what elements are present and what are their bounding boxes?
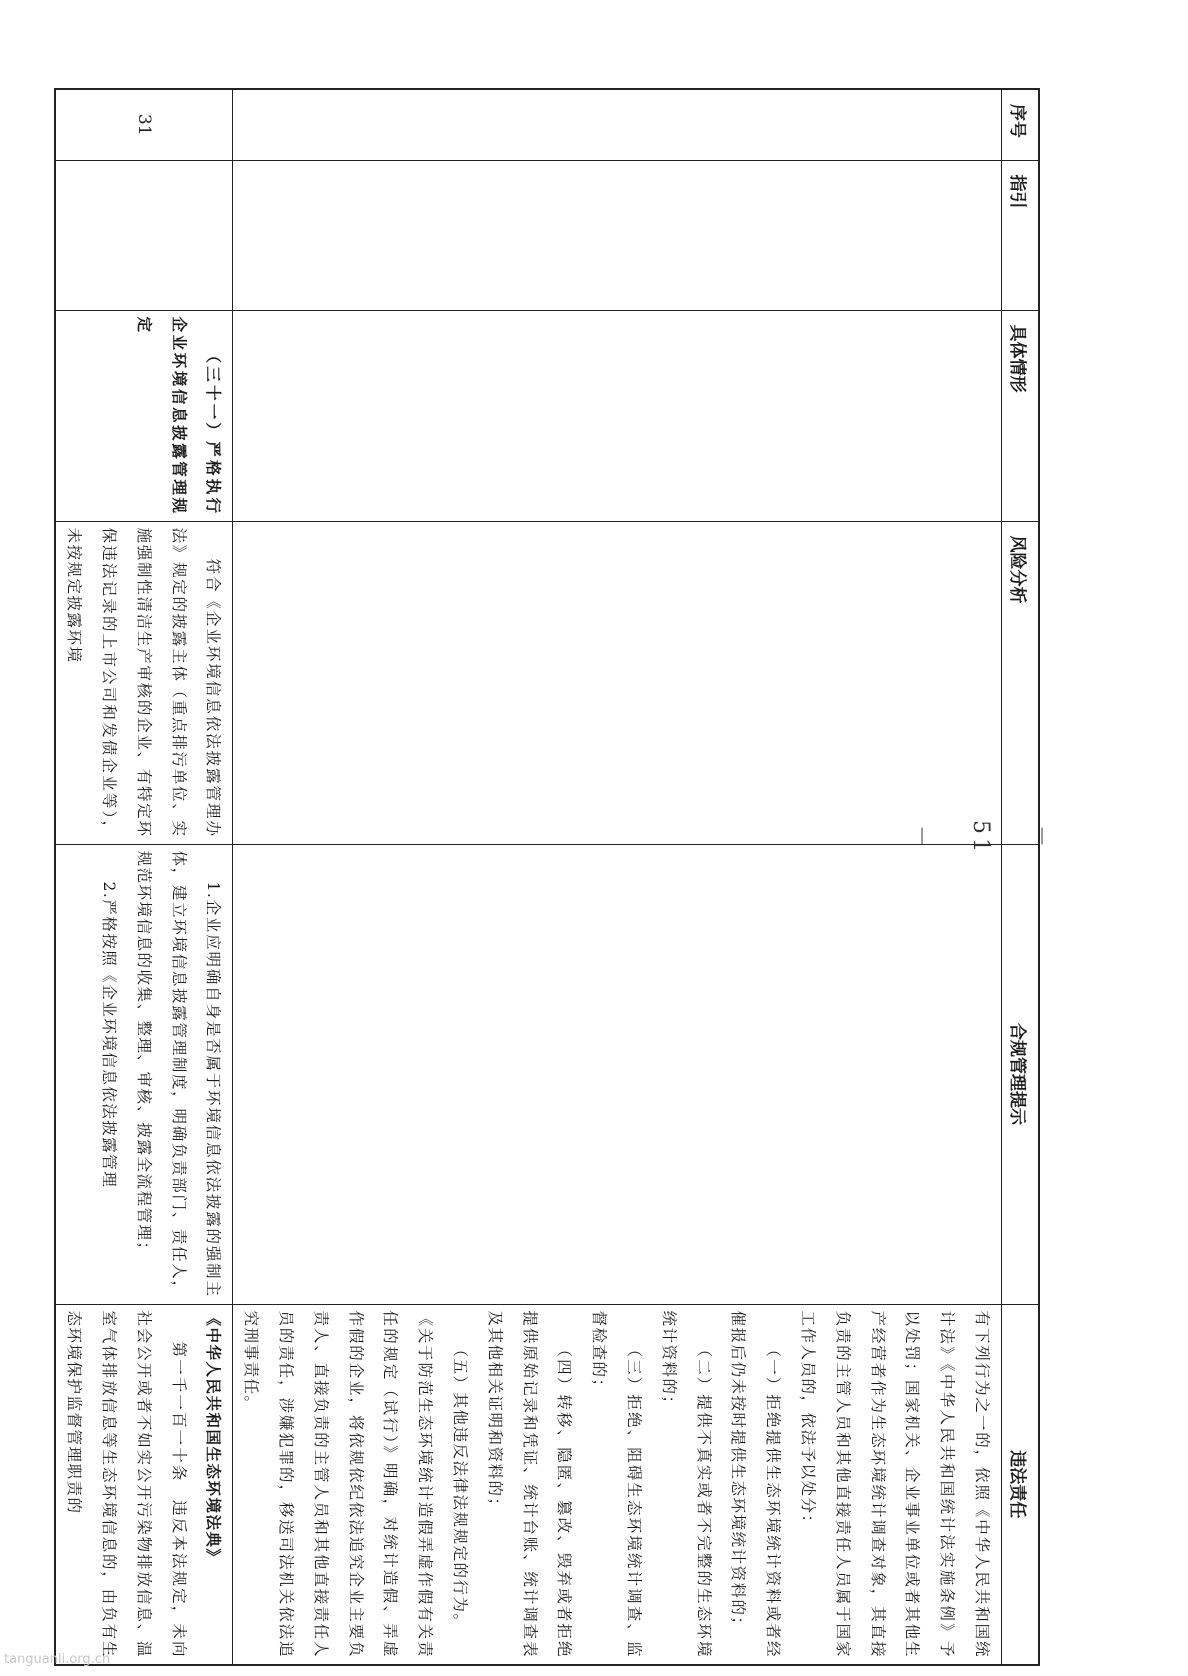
rotated-page — [65, 88, 1040, 1664]
cell-guide-31 — [55, 160, 232, 310]
cell-liability-continued — [233, 1304, 1002, 1665]
liability-para-2: （一）拒绝提供生态环境统计资料或者经催报后仍未按时提供生态环境统计资料的； — [729, 1310, 783, 1658]
header-compliance: 合规管理提示 — [1002, 844, 1040, 1304]
liability-31-title: 《中华人民共和国生态环境法典》 — [204, 1310, 224, 1566]
table-header-row — [1002, 89, 1040, 1665]
cell-liability-31 — [55, 1304, 232, 1665]
watermark: tanguanli.org.cn — [4, 1652, 111, 1667]
cell-compliance-continued — [233, 844, 1002, 1304]
liability-31-text: 第一千一百一十条 违反本法规定，未向社会公开或者不如实公开污染物排放信息、温室气体排放信息等生态环境信息的，由负有生态环境保护监督管理职责的 — [65, 1310, 188, 1658]
header-guide: 指引 — [1002, 160, 1040, 310]
compliance-31-item-2: 2.严格按照《企业环境信息依法披露管理 — [100, 881, 119, 1189]
cell-risk-31 — [55, 521, 232, 844]
header-risk: 风险分析 — [1002, 521, 1040, 844]
cell-situation-31 — [55, 310, 232, 521]
cell-risk-continued — [233, 521, 1002, 844]
table-row-continued — [233, 89, 1002, 1665]
header-liability: 违法责任 — [1002, 1304, 1040, 1665]
liability-para-1: 有下列行为之一的，依照《中华人民共和国统计法》《中华人民共和国统计法实施条例》予以处罚；国家机关、企业事业单位或者其他生产经营者作为生态环境统计调查对象，其直接负责的主管人员和其他直接责任人员属于国家工作人员的，依法予以处分： — [799, 1310, 991, 1658]
compliance-31-item-1: 1.企业应明确自身是否属于环境信息依法披露的强制主体，建立环境信息披露管理制度，明确负责部门、责任人，规范环境信息的收集、整理、审核、披露全流程管理； — [134, 850, 223, 1298]
liability-para-4: （三）拒绝、阻碍生态环境统计调查、监督检查的； — [590, 1310, 644, 1658]
cell-seq-continued — [233, 89, 1002, 160]
cell-seq-31: 31 — [55, 89, 232, 160]
liability-para-6: （五）其他违反法律法规规定的行为。 — [451, 1341, 470, 1631]
table-row-31 — [55, 89, 232, 1665]
cell-guide-continued — [233, 160, 1002, 310]
risk-31-text: 符合《企业环境信息依法披露管理办法》规定的披露主体（重点排污单位、实施强制性清洁生产审核的企业、有特定环保违法记录的上市公司和发债企业等），未按规定披露环境 — [65, 527, 223, 838]
header-seq: 序号 — [1002, 89, 1040, 160]
cell-compliance-31 — [55, 844, 232, 1304]
page-number: － 51 － — [908, 820, 1053, 856]
cell-situation-continued — [233, 310, 1002, 521]
liability-para-3: （二）提供不真实或者不完整的生态环境统计资料的； — [659, 1310, 713, 1658]
liability-para-7: 《关于防范生态环境统计造假弄虚作假有关责任的规定（试行）》明确，对统计造假、弄虚作假的企业，将依规依纪依法追究企业主要负责人、直接负责的主管人员和其他直接责任人员的责任，涉嫌犯罪的，移送司法机关依法追究刑事责任。 — [242, 1310, 435, 1658]
header-situation: 具体情形 — [1002, 310, 1040, 521]
liability-para-5: （四）转移、隐匿、篡改、毁弃或者拒绝提供原始记录和凭证、统计台账、统计调查表及其他相关证明和资料的； — [485, 1310, 574, 1658]
situation-31-text: （三十一）严格执行企业环境信息披露管理规定 — [134, 316, 224, 515]
regulation-table — [54, 88, 1040, 1666]
